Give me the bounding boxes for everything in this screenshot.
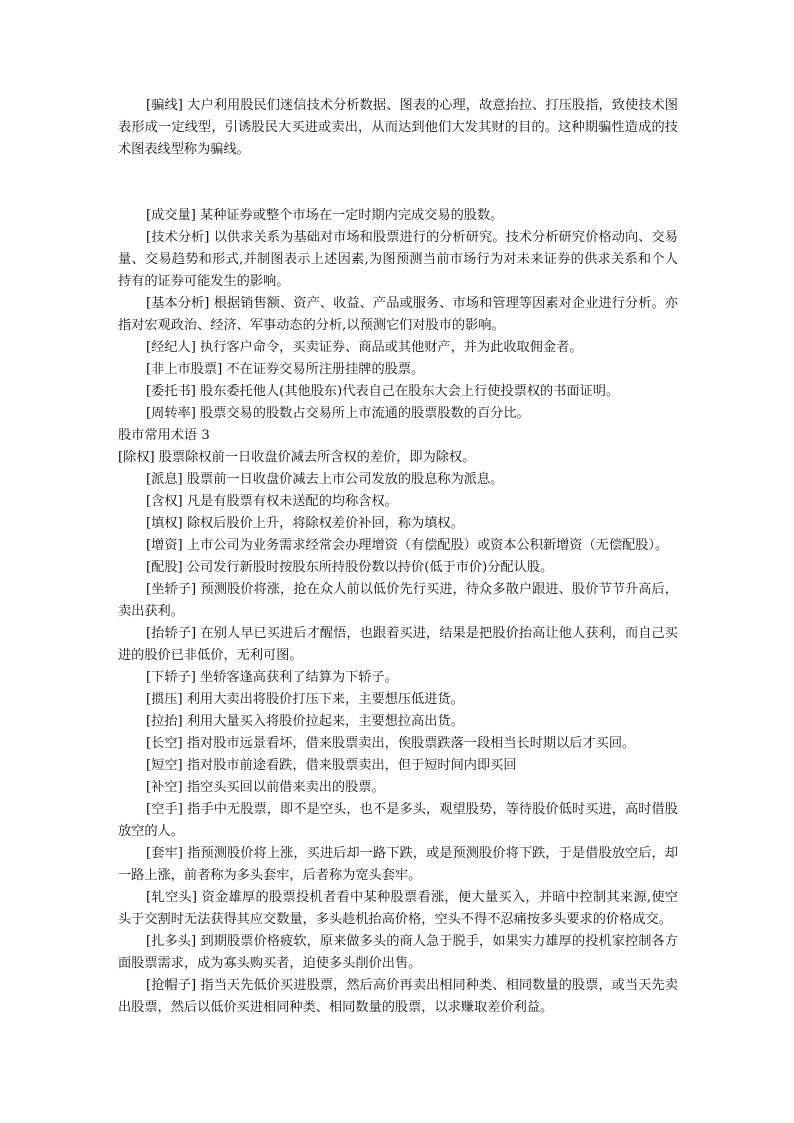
term-chuquan: [除权] 股票除权前一日收盘价减去所含权的差价，即为除权。 xyxy=(118,450,476,465)
document-page xyxy=(118,95,678,1019)
term-xiajiaozi: [下轿子] 坐轿客逢高获利了结算为下轿子。 xyxy=(146,670,398,685)
term-jishufenxi: [技术分析] 以供求关系为基础对市场和股票进行的分析研究。技术分析研究价格动向、交易量、交易趋势和形式,并制图表示上述因素,为图预测当前市场行为对未来证券的供求关系和个人持有的证券可能发生的影响。 xyxy=(118,230,678,289)
term-changkong: [长空] 指对股市远景看坏，借来股票卖出，俟股票跌落一段相当长时期以后才买回。 xyxy=(146,736,636,751)
term-taolao: [套牢] 指预测股价将上涨，买进后却一路下跌，或是预测股价将下跌，于是借股放空后，却一路上涨，前者称为多头套牢，后者称为宽头套牢。 xyxy=(118,846,678,883)
term-jingjiren: [经纪人] 执行客户命令，买卖证券、商品或其他财产，并为此收取佣金者。 xyxy=(146,340,583,355)
paragraph-gap xyxy=(118,161,678,205)
term-hanquan: [含权] 凡是有股票有权未送配的均称含权。 xyxy=(146,494,398,509)
term-taijiaozi: [抬轿子] 在别人早已买进后才醒悟，也跟着买进，结果是把股价抬高让他人获利，而自己买进的股价已非低价，无利可图。 xyxy=(118,626,678,663)
paragraph-pianxian: [骗线] 大户利用股民们迷信技术分析数据、图表的心理，故意抬拉、打压股指，致使技术图表形成一定线型，引诱股民大买进或卖出，从而达到他们大发其财的目的。这种期骗性造成的技术图表线型称为骗线。 xyxy=(118,98,678,157)
term-peigu: [配股] 公司发行新股时按股东所持股份数以持价(低于市价)分配认股。 xyxy=(146,560,554,575)
term-qiangmaozi: [抢帽子] 指当天先低价买进股票，然后高价再卖出相同种类、相同数量的股票，或当天先卖出股票，然后以低价买进相同种类、相同数量的股票，以求赚取差价利益。 xyxy=(118,978,678,1015)
term-latai: [拉抬] 利用大量买入将股价拉起来，主要想拉高出货。 xyxy=(146,714,464,729)
term-yakongtou: [轧空头] 资金雄厚的股票投机者看中某种股票看涨，便大量买入，并暗中控制其来源,使空头于交割时无法获得其应交数量，多头趁机抬高价格，空头不得不忍痛按多头要求的价格成交。 xyxy=(118,890,678,927)
term-bukong: [补空] 指空头买回以前借来卖出的股票。 xyxy=(146,780,385,795)
term-feishangshigupiao: [非上市股票] 不在证券交易所注册挂牌的股票。 xyxy=(146,362,425,377)
term-chengjiaoliang: [成交量] 某种证券或整个市场在一定时期内完成交易的股数。 xyxy=(146,208,504,223)
term-paixi: [派息] 股票前一日收盘价减去上市公司发放的股息称为派息。 xyxy=(146,472,504,487)
term-zhouzhuanlv: [周转率] 股票交易的股数占交易所上市流通的股票股数的百分比。 xyxy=(146,406,530,421)
term-jibenfenxi: [基本分析] 根据销售额、资产、收益、产品或服务、市场和管理等因素对企业进行分析。亦指对宏观政治、经济、军事动态的分析,以预测它们对股市的影响。 xyxy=(118,296,678,333)
term-zengzi: [增资] 上市公司为业务需求经常会办理增资（有偿配股）或资本公积新增资（无偿配股）。 xyxy=(146,538,669,553)
term-kongshou: [空手] 指手中无股票，即不是空头，也不是多头，观望股势，等待股价低时买进，高时借股放空的人。 xyxy=(118,802,678,839)
term-weituoshu: [委托书] 股东委托他人(其他股东)代表自己在股东大会上行使投票权的书面证明。 xyxy=(146,384,620,399)
section-title: 股市常用术语 3 xyxy=(118,428,210,443)
term-duankong: [短空] 指对股市前途看跌，借来股票卖出，但于短时间内即买回 xyxy=(146,758,517,773)
term-zhaduotou: [扎多头] 到期股票价格疲软，原来做多头的商人急于脱手，如果实力雄厚的投机家控制各方面股票需求，成为寡头购买者，迫使多头削价出售。 xyxy=(118,934,678,971)
term-zuojiaozi: [坐轿子] 预测股价将涨，抢在众人前以低价先行买进，待众多散户跟进、股价节节升高后，卖出获利。 xyxy=(118,582,678,619)
term-guanya: [掼压] 利用大卖出将股价打压下来，主要想压低进货。 xyxy=(146,692,464,707)
term-tianquan: [填权] 除权后股价上升，将除权差价补回，称为填权。 xyxy=(146,516,464,531)
